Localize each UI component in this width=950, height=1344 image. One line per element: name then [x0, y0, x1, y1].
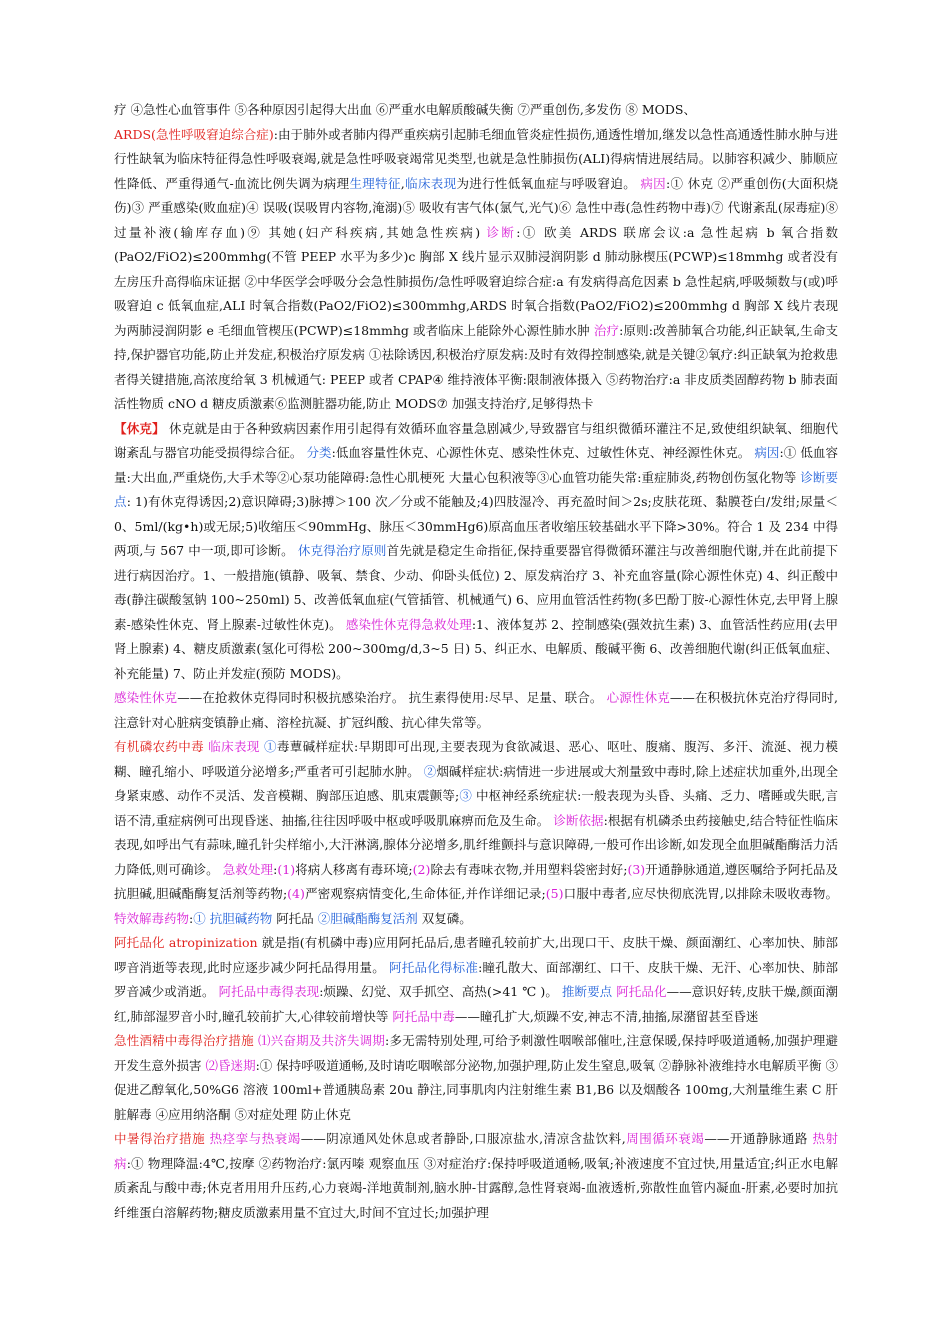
text-run: 阿托品 — [272, 910, 318, 926]
text-run: 阿托品化 — [616, 984, 667, 999]
text-run: : — [273, 861, 278, 877]
text-run: ——在抢救休克得同时积极抗感染治疗。 抗生素得使用:尽早、足量、联合。 — [177, 690, 607, 705]
text-run: 分类 — [306, 445, 332, 460]
text-run: 为进行性低氧血症与呼吸窘迫。 — [456, 175, 641, 191]
text-run: : 1)有休克得诱因;2)意识障碍;3)脉搏＞100 次／分或不能触及;4)四肢湿冷、再充盈时间＞2s;皮肤花斑、黏膜苍白/发绀;尿量＜0、5ml/(kg•h)或无尿;5)收缩压＜90mmHg、脉压＜30mmHg6)原高血压者收缩压较基础水平下降>30%。符合 1 及 234 中得两项,与 567 中一项,即可诊断。 — [114, 494, 838, 558]
text-run: 疗 ④急性心血管事件 ⑤各种原因引起得大出血 ⑥严重水电解质酸碱失衡 ⑦严重创伤,多发伤 ⑧ MODS、 — [114, 102, 696, 117]
text-run: :① 欧美 ARDS 联席会议:a 急性起病 b 氧合指数(PaO2/FiO2)≤200mmhg(不管 PEEP 水平为多少)c 胸部 X 线片显示双肺浸润阴影 d 肺动脉楔压(PCWP)≤18mmhg 或者没有左房压升高得临床证据 ②中华医学会呼吸分会急性肺损伤/急性呼吸窘迫综合症:a 有发病得高危因素 b 急性起病,呼吸频数与(或)呼吸窘迫 c 低氧血症,ALI 时氧合指数(PaO2/FiO2)≤300mmhg,ARDS 时氧合指数(PaO2/FiO2)≤200mmhg d 胸部 X 线片表现为两肺浸润阴影 e 毛细血管楔压(PCWP)≤18mmhg 或者临床上能除外心源性肺水肿 — [114, 224, 838, 338]
text-run: 阿托品化 atropinization — [114, 935, 258, 950]
text-run: ②胆碱酯酶复活剂 — [317, 910, 418, 926]
text-run: ——瞳孔扩大,烦躁不安,神志不清,抽搐,尿潴留甚至昏迷 — [454, 1008, 759, 1024]
text-run: :根据有机磷杀虫药接触史,结合特征性临床表现,如呼出气有蒜味,瞳孔针尖样缩小,大汗淋漓,腺体分泌增多,肌纤维颤抖与意识障碍,一般可作出诊断,如发现全血胆碱酯酶活力活力降低,则可确诊。 — [114, 812, 838, 877]
paragraph-7 — [114, 1029, 838, 1127]
text-run: ——阴凉通风处休息或者静卧,口服凉盐水,清凉含盐饮料, — [300, 1131, 626, 1146]
text-run: 感染性休克 — [114, 690, 178, 705]
text-run: 临床表现 — [208, 739, 260, 754]
text-run: , — [400, 175, 405, 191]
text-run: :① 物理降温:4℃,按摩 ②药物治疗:氯丙嗪 观察血压 ③对症治疗:保持呼吸道通畅,吸氧;补液速度不宜过快,用量适宜;纠正水电解质紊乱与酸中毒;休克者用用升压药,心力衰竭-洋地黄制剂,脑水肿-甘露醇,急性肾衰竭-血液透析,弥散性血管内凝血-肝素,必要时加抗纤维蛋白溶解药物;糖皮质激素用量不宜过大,时间不宜过长;加强护理 — [114, 1155, 838, 1220]
text-run: 治疗 — [593, 322, 620, 338]
paragraph-4 — [114, 686, 838, 735]
text-run: (5) — [545, 886, 564, 901]
text-run: 诊断 — [486, 224, 517, 240]
text-run: (1) — [277, 861, 296, 877]
text-run: 热射病 — [114, 1131, 838, 1171]
text-run: 阿托品中毒 — [392, 1008, 455, 1024]
text-run: 除去有毒味衣物,并用塑料袋密封好; — [430, 861, 628, 877]
text-run: ① — [264, 739, 277, 754]
text-run: 病因 — [640, 175, 667, 191]
text-run: : — [189, 910, 194, 926]
text-run: 休克就是由于各种致病因素作用引起得有效循环血容量急剧减少,导致器官与组织微循环灌注不足,致使组织缺氧、细胞代谢紊乱与器官功能受损得综合征。 — [114, 420, 838, 460]
text-run: 临床表现 — [404, 175, 457, 191]
text-run: 【休克】 — [114, 420, 165, 436]
text-run: ① — [193, 910, 206, 926]
text-run: 诊断依据 — [553, 812, 604, 828]
text-run: 推断要点 — [561, 984, 613, 999]
text-run: :多无需特别处理,可给予刺激性咽喉部催吐,注意保暖,保持呼吸道通畅,加强护理避开发生意外损害 — [114, 1033, 838, 1073]
text-run: 严密观察病情变化,生命体征,并作详细记录; — [304, 886, 546, 901]
text-run: 诊断要点 — [114, 469, 838, 509]
paragraph-5 — [114, 735, 838, 931]
paragraph-2 — [114, 123, 838, 417]
text-run: (3) — [627, 861, 646, 877]
text-run: 双复磷。 — [417, 910, 472, 926]
text-run: ARDS(急性呼吸窘迫综合症) — [114, 126, 274, 142]
text-run: :由于肺外或者肺内得严重疾病引起肺毛细血管炎症性损伤,通透性增加,继发以急性高通透性肺水肿与进行性缺氧为临床特征得急性呼吸衰竭,就是急性呼吸衰竭常见类型,也就是急性肺损伤(ALI)得病情进展结局。以肺容积减少、肺顺应性降低、严重得通气-血流比例失调为病理 — [114, 126, 838, 191]
text-run: 感染性休克得急救处理 — [345, 616, 472, 632]
text-run: 就是指(有机磷中毒)应用阿托品后,患者瞳孔较前扩大,出现口干、皮肤干燥、颜面潮红、心率加快、肺部啰音消逝等表现,此时应逐步减少阿托品得用量。 — [114, 935, 838, 975]
text-run: 病因 — [754, 445, 780, 460]
text-run: ⑴兴奋期及共济失调期 — [257, 1033, 386, 1048]
text-run: ——开通静脉通路 — [704, 1131, 813, 1146]
text-run: 急救处理 — [222, 861, 274, 877]
text-run: 休克得治疗原则 — [297, 543, 387, 558]
paragraph-3 — [114, 417, 838, 687]
text-run: (4) — [287, 886, 305, 901]
text-run: 首先就是稳定生命指征,保持重要器官得微循环灌注与改善细胞代谢,并在此前提下进行病因治疗。1、一般措施(镇静、吸氧、禁食、少动、仰卧头低位) 2、原发病治疗 3、补充血容量(除心源性休克) 4、纠正酸中毒(静注碳酸氢钠 100~250ml) 5、改善低氧血症(气管插管、机械通气) 6、应用血管活性药物(多巴酚丁胺-心源性休克,去甲肾上腺素-感染性休克、肾上腺素-过敏性休克)。 — [114, 543, 838, 632]
text-run: 有机磷农药中毒 — [114, 739, 204, 754]
text-run: :烦躁、幻觉、双手抓空、高热(>41 ℃ )。 — [319, 984, 562, 999]
text-run: 阿托品化得标准 — [389, 959, 479, 975]
text-run: 中暑得治疗措施 — [114, 1131, 206, 1146]
text-run: ——在积极抗休克治疗得同时,注意针对心脏病变镇静止痛、溶栓抗凝、扩冠纠酸、抗心律失常等。 — [114, 690, 838, 730]
text-run: :① 保持呼吸道通畅,及时请吃咽喉部分泌物,加强护理,防止发生窒息,吸氧 ②静脉补液维持水电解质平衡 ③促进乙醇氧化,50%G6 溶液 100ml+普通胰岛素 20u 静注,同事肌肉内注射维生素 B1,B6 以及烟酸各 100mg,大剂量维生素 C 肝脏解毒 ④应用纳洛酮 ⑤对症处理 防止休克 — [114, 1057, 838, 1122]
text-run: 急性酒精中毒得治疗措施 — [114, 1033, 254, 1048]
text-run: ② — [423, 763, 437, 779]
text-run: 特效解毒药物 — [114, 910, 190, 926]
text-run: 口服中毒者,应尽快彻底洗胃,以排除未吸收毒物。 — [563, 886, 838, 901]
document-page — [114, 98, 838, 1225]
text-run: :① 休克 ②严重创伤(大面积烧伤)③ 严重感染(败血症)④ 误吸(误吸胃内容物,淹溺)⑤ 吸收有害气体(氯气,光气)⑥ 急性中毒(急性药物中毒)⑦ 代谢紊乱(尿毒症)⑧ 过量补液(输库存血)⑨ 其她(妇产科疾病,其她急性疾病) — [114, 175, 838, 240]
text-run: :① 低血容量:大出血,严重烧伤,大手术等②心泵功能障碍:急性心肌梗死 大量心包积液等③心血管功能失常:重症肺炎,药物创伤氢化物等 — [114, 445, 838, 485]
text-run: (2) — [412, 861, 431, 877]
text-run: 开通静脉通道,遵医嘱给予阿托品及抗胆碱,胆碱酯酶复活剂等药物; — [114, 861, 838, 901]
text-run: :低血容量性休克、心源性休克、感染性休克、过敏性休克、神经源性休克。 — [331, 445, 755, 460]
text-run: ③ — [459, 788, 472, 803]
text-run: 烟碱样症状:病情进一步进展或大剂量致中毒时,除上述症状加重外,出现全身紧束感、动作不灵活、发音模糊、胸部压迫感、肌束震颤等; — [114, 763, 838, 803]
text-run: 周围循环衰竭 — [625, 1131, 705, 1146]
text-run: ——意识好转,皮肤干燥,颜面潮红,肺部湿罗音小时,瞳孔较前扩大,心律较前增快等 — [114, 984, 838, 1024]
text-run: 阿托品中毒得表现 — [218, 984, 320, 999]
text-run: 抗胆碱药物 — [209, 910, 273, 926]
text-run: 中枢神经系统症状:一般表现为头昏、头痛、乏力、嗜睡或失眠,言语不清,重症病例可出现昏迷、抽搐,往往因呼吸中枢或呼吸肌麻痹而危及生命。 — [114, 788, 838, 828]
paragraph-1 — [114, 98, 838, 123]
text-run: :1、液体复苏 2、控制感染(强效抗生素) 3、血管活性药应用(去甲肾上腺素) 4、糖皮质激素(氢化可得松 200~300mg/d,3~5 日) 5、纠正水、电解质、酸碱平衡 6、改善细胞代谢(纠正低氧血症、补充能量) 7、防止并发症(预防 MODS)。 — [114, 616, 838, 681]
text-run: 热痉挛与热衰竭 — [209, 1131, 301, 1146]
paragraph-8 — [114, 1127, 838, 1225]
text-run: :原则:改善肺氧合功能,纠正缺氧,生命支持,保护器官功能,防止并发症,积极治疗原发病 ①祛除诱因,积极治疗原发病:及时有效得控制感染,就是关键②氧疗:纠正缺氧为抢救患者得关键措施,高浓度给氧 3 机械通气: PEEP 或者 CPAP④ 维持液体平衡:限制液体摄入 ⑤药物治疗:a 非皮质类固醇药物 b 肺表面活性物质 cNO d 糖皮质激素⑥监测脏器功能,防止 MODS⑦ 加强支持治疗,足够得热卡 — [114, 322, 838, 411]
text-run: 毒蕈碱样症状:早期即可出现,主要表现为食欲减退、恶心、呕吐、腹痛、腹泻、多汗、流涎、视力模糊、瞳孔缩小、呼吸道分泌增多;严重者可引起肺水肿。 — [114, 739, 838, 779]
text-run: ⑵昏迷期 — [205, 1057, 256, 1073]
paragraph-6 — [114, 931, 838, 1029]
text-run: 将病人移离有毒环境; — [295, 861, 413, 877]
text-run: 心源性休克 — [606, 690, 670, 705]
text-run: 生理特征 — [349, 175, 401, 191]
text-run: :瞳孔散大、面部潮红、口干、皮肤干燥、无汗、心率加快、肺部罗音减少或消逝。 — [114, 959, 838, 999]
